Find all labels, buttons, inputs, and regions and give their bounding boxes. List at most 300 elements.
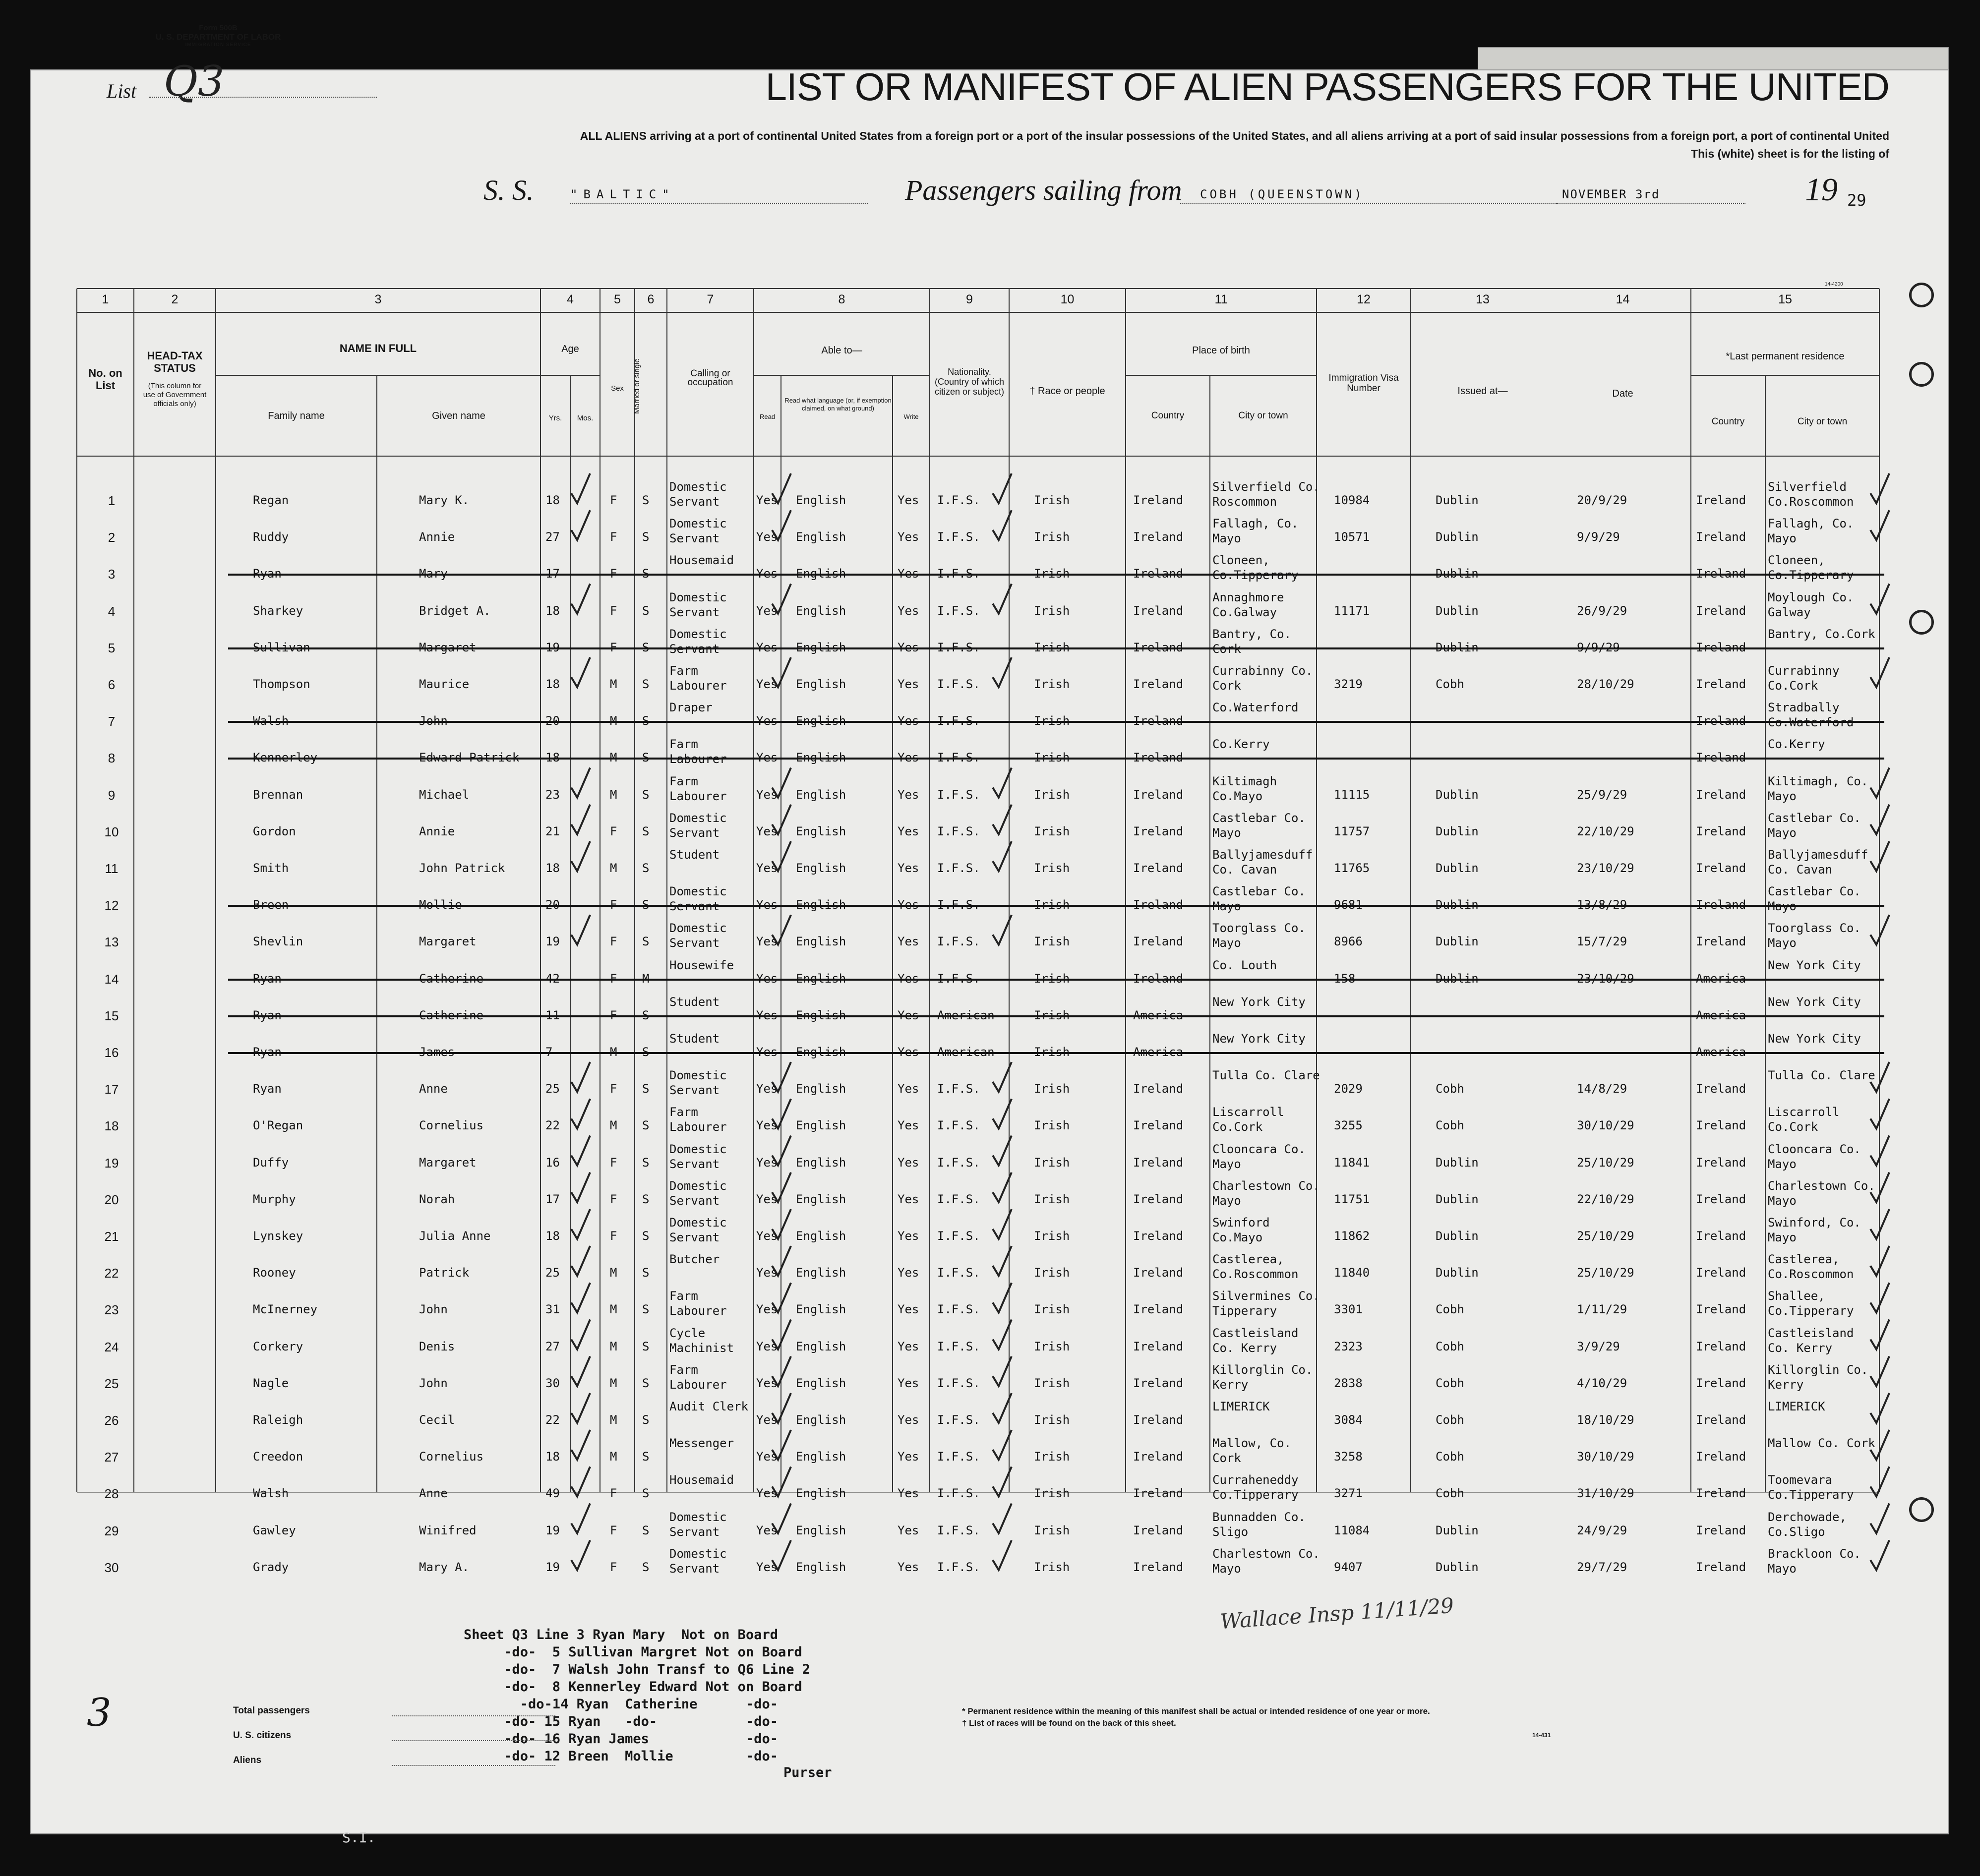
cell-nat: I.F.S. [937,1155,980,1170]
cell-ms: S [642,898,650,912]
header-married: Married or single [633,358,641,414]
cell-race: Irish [1034,1008,1070,1022]
header-last-residence: *Last permanent residence [1726,351,1845,362]
row-number: 23 [104,1302,119,1318]
cell-sex: F [610,1008,617,1022]
cell-issued: Cobh [1436,1302,1464,1317]
column-number: 4 [567,293,574,306]
cell-race: Irish [1034,1450,1070,1464]
cell-visa: 2323 [1334,1339,1363,1353]
check-mark [571,1136,590,1166]
cell-nat: I.F.S. [937,1339,980,1353]
cell-visa: 3301 [1334,1302,1363,1317]
cell-bcountry: Ireland [1133,1413,1184,1427]
cell-rcity: Toomevara Co.Tipperary [1768,1473,1854,1502]
header-age: Age [561,344,579,354]
header-race: † Race or people [1029,386,1105,397]
cell-bcity: New York City [1212,995,1306,1009]
cell-rcity: Kiltimagh, Co. Mayo [1768,774,1868,803]
cell-family: Ryan [253,1082,282,1096]
cell-sex: M [610,1045,617,1059]
cell-read: Yes [756,824,778,838]
us-citizens-label: U. S. citizens [233,1730,292,1741]
check-mark [571,1283,590,1312]
cell-date: 9/9/29 [1577,530,1620,544]
cell-issued: Dublin [1436,530,1479,544]
cell-age: 19 [545,1560,560,1574]
cell-sex: M [610,1339,617,1353]
cell-rcountry: Ireland [1696,567,1746,581]
cell-rcountry: Ireland [1696,1486,1746,1501]
cell-sex: M [610,677,617,691]
cell-write: Yes [898,1560,919,1574]
cell-issued: Cobh [1436,1450,1464,1464]
cell-issued: Dublin [1436,787,1479,802]
cell-family: Nagle [253,1376,289,1390]
total-passengers-label: Total passengers [233,1705,310,1716]
cell-ms: S [642,1560,650,1574]
note-line: -do-14 Ryan Catherine -do- [464,1697,778,1712]
cell-age: 25 [545,1266,560,1280]
check-mark [571,1172,590,1202]
cell-lang: English [796,1045,846,1059]
cell-write: Yes [898,603,919,618]
strikethrough-line [228,721,1884,723]
cell-ms: S [642,1229,650,1243]
intro-line-2: This (white) sheet is for the listing of [1691,147,1889,160]
cell-date: 18/10/29 [1577,1413,1634,1427]
cell-occ: Domestic Servant [669,1142,727,1171]
cell-family: McInerney [253,1302,318,1317]
cell-rcity: Liscarroll Co.Cork [1768,1105,1840,1134]
cell-lang: English [796,640,846,654]
cell-rcountry: Ireland [1696,677,1746,691]
cell-race: Irish [1034,530,1070,544]
header-sex: Sex [611,384,624,393]
cell-age: 25 [545,1082,560,1096]
cell-race: Irish [1034,824,1070,838]
cell-visa: 9407 [1334,1560,1363,1574]
cell-bcity: Annaghmore Co.Galway [1212,590,1284,619]
cell-rcountry: Ireland [1696,1376,1746,1390]
cell-lang: English [796,1118,846,1133]
cell-race: Irish [1034,1229,1070,1243]
cell-rcity: Swinford, Co. Mayo [1768,1216,1861,1244]
cell-bcountry: Ireland [1133,1118,1184,1133]
cell-bcity: Bantry, Co. Cork [1212,627,1291,656]
cell-issued: Dublin [1436,1560,1479,1574]
header-visa: Immigration Visa Number [1328,373,1399,394]
cell-nat: I.F.S. [937,824,980,838]
cell-sex: M [610,1302,617,1317]
cell-write: Yes [898,1302,919,1317]
cell-write: Yes [898,493,919,507]
cell-bcity: Castlebar Co. Mayo [1212,811,1306,840]
cell-ms: S [642,1155,650,1170]
cell-write: Yes [898,1413,919,1427]
cell-bcity: Castlebar Co. Mayo [1212,884,1306,914]
cell-rcity: Silverfield Co.Roscommon [1768,480,1854,509]
cell-lang: English [796,1192,846,1206]
cell-bcountry: Ireland [1133,640,1184,654]
cell-family: Sharkey [253,603,303,618]
cell-ms: S [642,567,650,581]
check-mark [571,1466,590,1496]
cell-issued: Dublin [1436,861,1479,875]
cell-bcity: Silverfield Co. Roscommon [1212,480,1320,509]
cell-ms: S [642,1082,650,1096]
cell-rcountry: Ireland [1696,1082,1746,1096]
cell-family: Ryan [253,1045,282,1059]
check-mark [571,1430,590,1460]
footnote-races: † List of races will be found on the back of this sheet. [962,1718,1176,1728]
cell-bcity: Co. Louth [1212,958,1277,972]
cell-occ: Farm Labourer [669,664,727,693]
cell-given: Edward Patrick [419,751,520,765]
cell-date: 30/10/29 [1577,1118,1634,1133]
cell-bcountry: Ireland [1133,1229,1184,1243]
cell-rcity: Fallagh, Co. Mayo [1768,517,1854,546]
cell-visa: 11115 [1334,787,1370,802]
cell-occ: Domestic Servant [669,1510,727,1539]
cell-rcity: Castlerea, Co.Roscommon [1768,1252,1854,1282]
cell-occ: Farm Labourer [669,737,727,766]
cell-bcity: Silvermines Co. Tipperary [1212,1289,1320,1318]
cell-visa: 10984 [1334,493,1370,507]
cell-age: 20 [545,714,560,728]
cell-visa: 3255 [1334,1118,1363,1133]
cell-write: Yes [898,861,919,875]
row-number: 8 [108,751,116,766]
cell-race: Irish [1034,1045,1070,1059]
row-number: 21 [104,1229,119,1244]
cell-bcity: Castlerea, Co.Roscommon [1212,1252,1299,1282]
cell-rcity: Castlebar Co. Mayo [1768,884,1861,914]
cell-occ: Housemaid [669,553,734,568]
cell-lang: English [796,1486,846,1501]
cell-sex: M [610,1413,617,1427]
cell-age: 18 [545,603,560,618]
cell-nat: I.F.S. [937,677,980,691]
footnote-residence: * Permanent residence within the meaning of this manifest shall be actual or intended residence of one year or more. [962,1706,1430,1716]
cell-bcountry: Ireland [1133,567,1184,581]
note-line: -do- 16 Ryan James -do- [464,1731,778,1747]
cell-nat: I.F.S. [937,1450,980,1464]
cell-given: Julia Anne [419,1229,491,1243]
cell-race: Irish [1034,1560,1070,1574]
cell-rcity: New York City [1768,1032,1861,1046]
cell-given: Norah [419,1192,455,1206]
cell-rcity: Castlebar Co. Mayo [1768,811,1861,840]
cell-bcity: New York City [1212,1032,1306,1046]
column-number: 11 [1214,293,1228,306]
cell-bcountry: America [1133,1045,1184,1059]
aliens-line [392,1765,555,1766]
cell-bcity: Toorglass Co. Mayo [1212,921,1306,950]
cell-visa: 2838 [1334,1376,1363,1390]
cell-given: Cornelius [419,1450,484,1464]
cell-sex: F [610,567,617,581]
cell-bcountry: Ireland [1133,1302,1184,1317]
cell-rcountry: Ireland [1696,935,1746,949]
cell-write: Yes [898,1008,919,1022]
cell-sex: F [610,971,617,986]
cell-occ: Domestic Servant [669,921,727,950]
cell-sex: F [610,898,617,912]
cell-nat: I.F.S. [937,1376,980,1390]
header-calling: Calling or occupation [687,368,733,388]
cell-issued: Dublin [1436,1155,1479,1170]
cell-rcountry: Ireland [1696,1302,1746,1317]
cell-read: Yes [756,1008,778,1022]
cell-rcountry: Ireland [1696,1155,1746,1170]
cell-ms: S [642,640,650,654]
cell-nat: I.F.S. [937,935,980,949]
cell-race: Irish [1034,603,1070,618]
header-nationality: Nationality. (Country of which citizen or subject) [934,367,1005,397]
row-number: 3 [108,567,116,582]
cell-given: Anne [419,1082,448,1096]
cell-occ: Domestic Servant [669,1546,727,1576]
cell-lang: English [796,861,846,875]
cell-nat: I.F.S. [937,751,980,765]
cell-age: 27 [545,530,560,544]
cell-race: Irish [1034,1486,1070,1501]
cell-age: 16 [545,1155,560,1170]
year-prefix: 19 [1805,172,1838,208]
cell-visa: 11841 [1334,1155,1370,1170]
cell-nat: I.F.S. [937,1192,980,1206]
cell-ms: S [642,1413,650,1427]
cell-read: Yes [756,751,778,765]
cell-date: 22/10/29 [1577,824,1634,838]
cell-ms: S [642,1450,650,1464]
cell-read: Yes [756,640,778,654]
cell-sex: F [610,824,617,838]
cell-bcountry: Ireland [1133,898,1184,912]
header-name-in-full: NAME IN FULL [339,342,417,354]
cell-visa: 11840 [1334,1266,1370,1280]
cell-date: 23/10/29 [1577,861,1634,875]
cell-issued: Cobh [1436,1082,1464,1096]
cell-nat: I.F.S. [937,1118,980,1133]
cell-nat: I.F.S. [937,898,980,912]
cell-bcity: Kiltimagh Co.Mayo [1212,774,1277,803]
cell-read: Yes [756,1266,778,1280]
cell-read: Yes [756,1118,778,1133]
cell-bcountry: Ireland [1133,530,1184,544]
cell-read: Yes [756,1155,778,1170]
cell-date: 28/10/29 [1577,677,1634,691]
sailing-date: NOVEMBER 3rd [1562,187,1660,201]
cell-read: Yes [756,1302,778,1317]
cell-rcity: Co.Kerry [1768,737,1825,752]
column-number: 10 [1060,293,1075,306]
cell-issued: Cobh [1436,677,1464,691]
cell-family: Sullivan [253,640,310,654]
cell-nat: American [937,1008,995,1022]
header-read: Read [759,413,776,420]
form-number: Form 500B [199,24,238,32]
cell-bcountry: Ireland [1133,787,1184,802]
cell-write: Yes [898,935,919,949]
cell-rcountry: Ireland [1696,714,1746,728]
cell-race: Irish [1034,1376,1070,1390]
cell-given: Cecil [419,1413,455,1427]
cell-bcountry: Ireland [1133,1450,1184,1464]
cell-given: James [419,1045,455,1059]
cell-given: Annie [419,530,455,544]
footnote-code: 14-431 [1532,1732,1551,1739]
row-number: 7 [108,714,116,729]
cell-visa: 3258 [1334,1450,1363,1464]
row-number: 25 [104,1376,119,1391]
cell-rcity: Killorglin Co. Kerry [1768,1362,1868,1392]
cell-visa: 10571 [1334,530,1370,544]
cell-visa: 11171 [1334,603,1370,618]
page-title: LIST OR MANIFEST OF ALIEN PASSENGERS FOR THE UNITED [765,65,1889,109]
cell-read: Yes [756,714,778,728]
cell-nat: I.F.S. [937,971,980,986]
column-number: 7 [707,293,714,306]
cell-bcountry: Ireland [1133,1266,1184,1280]
cell-family: Regan [253,493,289,507]
cell-race: Irish [1034,1118,1070,1133]
header-date: Date [1612,388,1633,399]
cell-issued: Dublin [1436,1192,1479,1206]
cell-age: 18 [545,1229,560,1243]
cell-rcountry: Ireland [1696,787,1746,802]
cell-bcountry: Ireland [1133,1339,1184,1353]
check-mark [571,584,590,614]
cell-date: 25/10/29 [1577,1155,1634,1170]
cell-sex: F [610,1229,617,1243]
cell-visa: 9681 [1334,898,1363,912]
cell-ms: M [642,971,650,986]
cell-read: Yes [756,1413,778,1427]
cell-rcountry: Ireland [1696,1118,1746,1133]
cell-family: Thompson [253,677,310,691]
cell-read: Yes [756,787,778,802]
binding-hole [1909,283,1934,307]
note-line: -do- 12 Breen Mollie -do- [464,1749,778,1764]
cell-age: 18 [545,1450,560,1464]
cell-given: Patrick [419,1266,470,1280]
check-mark [571,1062,590,1092]
cell-write: Yes [898,1082,919,1096]
cell-ms: S [642,493,650,507]
cell-race: Irish [1034,677,1070,691]
row-number: 13 [104,935,119,950]
cell-issued: Dublin [1436,493,1479,507]
strikethrough-line [228,905,1884,907]
cell-occ: Cycle Machinist [669,1326,734,1355]
cell-rcountry: Ireland [1696,1523,1746,1537]
cell-given: John Patrick [419,861,505,875]
us-citizens-line [392,1740,555,1741]
cell-rcity: Cloneen, Co.Tipperary [1768,553,1854,583]
cell-given: John [419,1376,448,1390]
cell-issued: Cobh [1436,1413,1464,1427]
cell-visa: 11751 [1334,1192,1370,1206]
check-mark [993,1540,1012,1570]
check-mark [571,1504,590,1533]
row-number: 24 [104,1339,119,1354]
list-value: Q3 [164,57,225,106]
cell-lang: English [796,1376,846,1390]
cell-rcity: Clooncara Co. Mayo [1768,1142,1861,1171]
cell-read: Yes [756,1339,778,1353]
cell-lang: English [796,751,846,765]
cell-ms: S [642,1045,650,1059]
cell-occ: Student [669,1032,720,1046]
cell-date: 24/9/29 [1577,1523,1627,1537]
cell-rcity: Toorglass Co. Mayo [1768,921,1861,950]
cell-family: Murphy [253,1192,296,1206]
row-number: 2 [108,530,116,545]
cell-age: 19 [545,935,560,949]
cell-date: 26/9/29 [1577,603,1627,618]
cell-family: Walsh [253,714,289,728]
cell-write: Yes [898,640,919,654]
cell-race: Irish [1034,787,1070,802]
check-mark [571,510,590,540]
cell-issued: Cobh [1436,1376,1464,1390]
cell-race: Irish [1034,751,1070,765]
row-number: 18 [104,1118,119,1134]
cell-nat: I.F.S. [937,493,980,507]
check-mark [571,1320,590,1349]
cell-ms: S [642,935,650,949]
cell-rcity: Brackloon Co. Mayo [1768,1546,1861,1576]
cell-read: Yes [756,898,778,912]
cell-occ: Domestic Servant [669,517,727,546]
cell-race: Irish [1034,493,1070,507]
cell-issued: Dublin [1436,567,1479,581]
cell-occ: Messenger [669,1436,734,1451]
column-number: 8 [838,293,845,306]
column-number: 1 [102,293,109,306]
column-number: 12 [1357,293,1371,306]
column-number: 15 [1778,293,1792,306]
cell-rcountry: Ireland [1696,640,1746,654]
note-line: -do- 15 Ryan -do- -do- [464,1714,778,1729]
cell-occ: Domestic Servant [669,1216,727,1244]
cell-write: Yes [898,530,919,544]
cell-family: Ryan [253,971,282,986]
cell-visa: 158 [1334,971,1356,986]
cell-rcountry: Ireland [1696,898,1746,912]
cell-sex: M [610,751,617,765]
binding-hole [1909,1497,1934,1522]
cell-visa: 11757 [1334,824,1370,838]
header-yrs: Yrs. [548,414,562,422]
cell-read: Yes [756,935,778,949]
cell-given: Michael [419,787,470,802]
cell-given: Catherine [419,1008,484,1022]
row-number: 14 [104,971,119,987]
cell-bcountry: Ireland [1133,1560,1184,1574]
cell-rcity: Mallow Co. Cork [1768,1436,1875,1451]
cell-given: John [419,714,448,728]
cell-rcountry: Ireland [1696,861,1746,875]
header-head-tax-note: (This column for use of Government officials only) [143,382,207,408]
cell-read: Yes [756,603,778,618]
cell-race: Irish [1034,1413,1070,1427]
header-birth-city: City or town [1238,410,1288,421]
cell-visa: 8966 [1334,935,1363,949]
cell-family: Smith [253,861,289,875]
